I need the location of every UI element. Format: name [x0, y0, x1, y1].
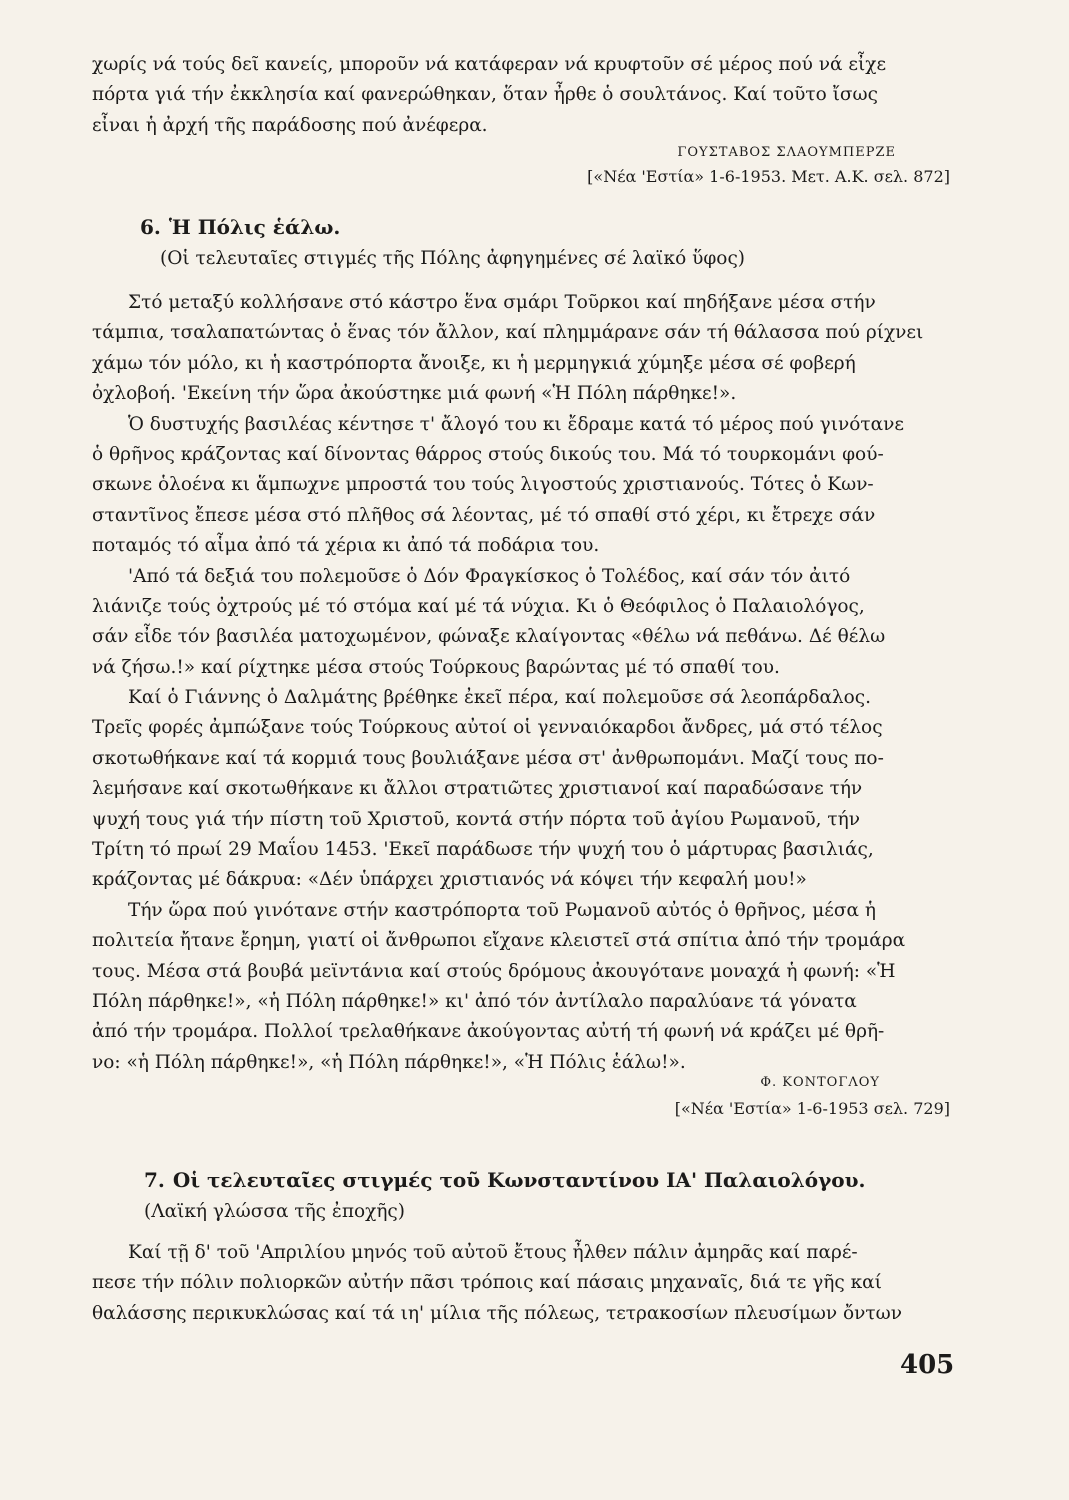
section-number: 7. [144, 1168, 165, 1192]
section-number: 6. [140, 215, 161, 239]
text-line: λιάνιζε τούς ὀχτρούς μέ τό στόμα καί μέ τά νύχια. Κι ὁ Θεόφιλος ὁ Παλαιολόγος, [92, 595, 865, 617]
text-line: εἶναι ἡ ἀρχή τῆς παράδοσης πού ἀνέφερα. [92, 114, 488, 136]
attribution-source: [«Νέα 'Εστία» 1-6-1953 σελ. 729] [674, 1099, 950, 1119]
text-line: θαλάσσης περικυκλώσας καί τά ιη' μίλια τῆς πόλεως, τετρακοσίων πλευσίμων ὄντων [92, 1302, 902, 1324]
text-line: κράζοντας μέ δάκρυα: «Δέν ὑπάρχει χριστιανός νά κόψει τήν κεφαλή μου!» [92, 869, 807, 891]
text-line: ὁ θρῆνος κράζοντας καί δίνοντας θάρρος στούς δικούς του. Μά τό τουρκομάνι φού- [92, 443, 884, 465]
text-line: πολιτεία ἤτανε ἔρημη, γιατί οἱ ἄνθρωποι εἴχανε κλειστεῖ στά σπίτια ἀπό τήν τρομάρα [92, 930, 906, 952]
section-6-heading [140, 212, 950, 275]
attribution-author: ΓΟΥΣΤΑΒΟΣ ΣΛΑΟΥΜΠΕΡΖΕ [677, 145, 896, 160]
text-line: σταντῖνος ἔπεσε μέσα στό πλῆθος σά λέοντας, μέ τό σπαθί στό χέρι, κι ἔτρεχε σάν [92, 504, 876, 526]
text-line: ποταμός τό αἷμα ἀπό τά χέρια κι ἀπό τά ποδάρια του. [92, 535, 600, 557]
text-line: πόρτα γιά τήν ἐκκλησία καί φανερώθηκαν, ὅταν ἦρθε ὁ σουλτάνος. Καί τοῦτο ἴσως [92, 84, 878, 106]
text-line: σάν εἶδε τόν βασιλέα ματοχωμένον, φώναξε κλαίγοντας «θέλω νά πεθάνω. Δέ θέλω [92, 626, 886, 648]
text-line: τους. Μέσα στά βουβά μεϊντάνια καί στούς δρόμους ἀκουγότανε μοναχά ἡ φωνή: «Ἡ [92, 960, 896, 982]
section-title [140, 212, 950, 242]
page-number: 405 [900, 1350, 955, 1380]
text-line: λεμήσανε καί σκοτωθήκανε κι ἄλλοι στρατιῶτες χριστιανοί καί παραδώσανε τήν [92, 778, 863, 800]
top-paragraph [92, 50, 950, 141]
text-line: τάμπια, τσαλαπατώντας ὁ ἕνας τόν ἄλλον, καί πλημμάρανε σάν τή θάλασσα πού ρίχνει [92, 322, 924, 344]
section-title-text: Ἡ Πόλις ἑάλω. [168, 215, 341, 239]
text-line: Καί τῇ δ' τοῦ 'Απριλίου μηνός τοῦ αὐτοῦ ἔτους ἦλθεν πάλιν ἀμηρᾶς καί παρέ- [128, 1242, 858, 1263]
text-line: σκωνε ὁλοένα κι ἅμπωχνε μπροστά του τούς λιγοστούς χριστιανούς. Τότες ὁ Κων- [92, 474, 874, 496]
text-line: νο: «ἡ Πόλη πάρθηκε!», «ἡ Πόλη πάρθηκε!», «Ἡ Πόλις ἑάλω!». [92, 1051, 686, 1073]
attribution-author: Φ. ΚΟΝΤΟΓΛΟΥ [760, 1075, 880, 1090]
section-7-body [92, 1238, 950, 1329]
text-line: νά ζήσω.!» καί ρίχτηκε μέσα στούς Τούρκους βαρώντας μέ τό σπαθί του. [92, 656, 780, 678]
text-line: χάμω τόν μόλο, κι ἡ καστρόπορτα ἄνοιξε, κι ἡ μερμηγκιά χύμηξε μέσα σέ φοβερή [92, 352, 856, 374]
attribution-1 [92, 138, 950, 193]
text-line: χωρίς νά τούς δεῖ κανείς, μποροῦν νά κατάφεραν νά κρυφτοῦν σέ μέρος πού νά εἶχε [92, 54, 887, 75]
text-line: Τήν ὥρα πού γινότανε στήν καστρόπορτα τοῦ Ρωμανοῦ αὐτός ὁ θρῆνος, μέσα ἡ [128, 899, 876, 921]
text-line: Ὁ δυστυχής βασιλέας κέντησε τ' ἄλογό του κι ἔδραμε κατά τό μέρος πού γινότανε [128, 413, 904, 435]
section-title [144, 1165, 950, 1195]
section-6-body [92, 288, 950, 1078]
text-line: ψυχή τους γιά τήν πίστη τοῦ Χριστοῦ, κοντά στήν πόρτα τοῦ ἁγίου Ρωμανοῦ, τήν [92, 808, 860, 830]
text-line: Στό μεταξύ κολλήσανε στό κάστρο ἕνα σμάρι Τοῦρκοι καί πηδήξανε μέσα στήν [128, 292, 876, 313]
text-line: ὀχλοβοή. 'Εκείνη τήν ὥρα ἀκούστηκε μιά φωνή «Ἡ Πόλη πάρθηκε!». [92, 383, 737, 405]
section-subtitle: (Λαϊκή γλώσσα τῆς ἐποχῆς) [144, 1201, 406, 1223]
text-line: Πόλη πάρθηκε!», «ἡ Πόλη πάρθηκε!» κι' ἀπό τόν ἀντίλαλο παραλύανε τά γόνατα [92, 990, 857, 1012]
text-line: Τρεῖς φορές ἀμπώξανε τούς Τούρκους αὐτοί οἱ γενναιόκαρδοι ἄνδρες, μά στό τέλος [92, 717, 883, 739]
text-line: πεσε τήν πόλιν πολιορκῶν αὐτήν πᾶσι τρόποις καί πάσαις μηχαναῖς, διά τε γῆς καί [92, 1272, 882, 1294]
text-line: Τρίτη τό πρωί 29 Μαΐου 1453. 'Εκεῖ παράδωσε τήν ψυχή του ὁ μάρτυρας βασιλιάς, [92, 839, 874, 861]
text-line: Καί ὁ Γιάννης ὁ Δαλμάτης βρέθηκε ἐκεῖ πέρα, καί πολεμοῦσε σά λεοπάρδαλος. [128, 687, 872, 709]
section-subtitle: (Οἱ τελευταῖες στιγμές τῆς Πόλης ἀφηγημένες σέ λαϊκό ὕφος) [160, 248, 746, 270]
section-7-heading [144, 1165, 950, 1228]
attribution-2 [92, 1068, 950, 1125]
text-line: 'Από τά δεξιά του πολεμοῦσε ὁ Δόν Φραγκίσκος ὁ Τολέδος, καί σάν τόν ἀιτό [128, 565, 851, 587]
text-line: ἀπό τήν τρομάρα. Πολλοί τρελαθήκανε ἀκούγοντας αὐτή τή φωνή νά κράζει μέ θρῆ- [92, 1021, 885, 1043]
attribution-source: [«Νέα 'Εστία» 1-6-1953. Μετ. Α.Κ. σελ. 872] [587, 167, 950, 187]
text-line: σκοτωθήκανε καί τά κορμιά τους βουλιάξανε μέσα στ' ἀνθρωπομάνι. Μαζί τους πο- [92, 747, 884, 769]
section-title-text: Οἱ τελευταῖες στιγμές τοῦ Κωνσταντίνου ΙΑ' Παλαιολόγου. [172, 1168, 866, 1192]
